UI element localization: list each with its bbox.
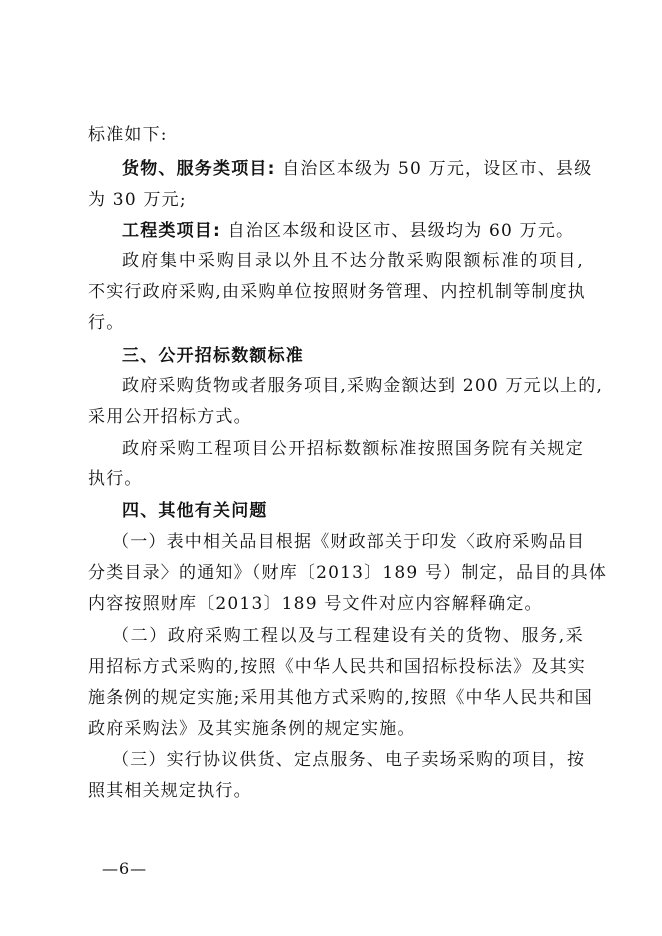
- paragraph-line: 内容按照财库〔2013〕189 号文件对应内容解释确定。: [88, 594, 543, 614]
- paragraph-line: 分类目录〉的通知》（财库〔2013〕189 号）制定，品目的具体: [88, 563, 608, 583]
- paragraph-line: （三）实行协议供货、定点服务、电子卖场采购的项目，按: [112, 750, 586, 770]
- paragraph-line: 为 30 万元;: [88, 190, 187, 210]
- engineering-text: 自治区本级和设区市、县级均为 60 万元。: [227, 221, 575, 241]
- paragraph-line: （一）表中相关品目根据《财政部关于印发〈政府采购品目: [112, 532, 586, 552]
- section-heading-3: 三、公开招标数额标准: [122, 346, 304, 366]
- paragraph-line: 执行。: [88, 469, 143, 489]
- paragraph-line: 标准如下:: [88, 125, 168, 145]
- paragraph-line: 采用公开招标方式。: [88, 407, 252, 427]
- paragraph-line: 照其相关规定执行。: [88, 781, 252, 801]
- paragraph-line: 政府集中采购目录以外且不达分散采购限额标准的项目,: [122, 251, 584, 271]
- paragraph-line: 用招标方式采购的,按照《中华人民共和国招标投标法》及其实: [88, 657, 587, 677]
- paragraph-line: 政府采购工程项目公开招标数额标准按照国务院有关规定: [122, 439, 584, 459]
- engineering-label: 工程类项目:: [122, 221, 221, 241]
- page-number: —6—: [102, 859, 148, 878]
- paragraph-line: 政府采购货物或者服务项目,采购金额达到 200 万元以上的,: [122, 376, 604, 396]
- goods-services-text: 自治区本级为 50 万元，设区市、县级: [282, 159, 593, 179]
- paragraph-line: 行。: [88, 313, 125, 333]
- paragraph-line: （二）政府采购工程以及与工程建设有关的货物、服务,采: [112, 626, 584, 646]
- paragraph-line: 政府采购法》及其实施条例的规定实施。: [88, 719, 416, 739]
- section-heading-4: 四、其他有关问题: [122, 501, 268, 521]
- paragraph-line: 不实行政府采购,由采购单位按照财务管理、内控机制等制度执: [88, 282, 587, 302]
- goods-services-label: 货物、服务类项目:: [122, 159, 276, 179]
- engineering-line: [122, 220, 584, 242]
- paragraph-line: 施条例的规定实施;采用其他方式采购的,按照《中华人民共和国: [88, 688, 593, 708]
- goods-services-line: [122, 158, 593, 180]
